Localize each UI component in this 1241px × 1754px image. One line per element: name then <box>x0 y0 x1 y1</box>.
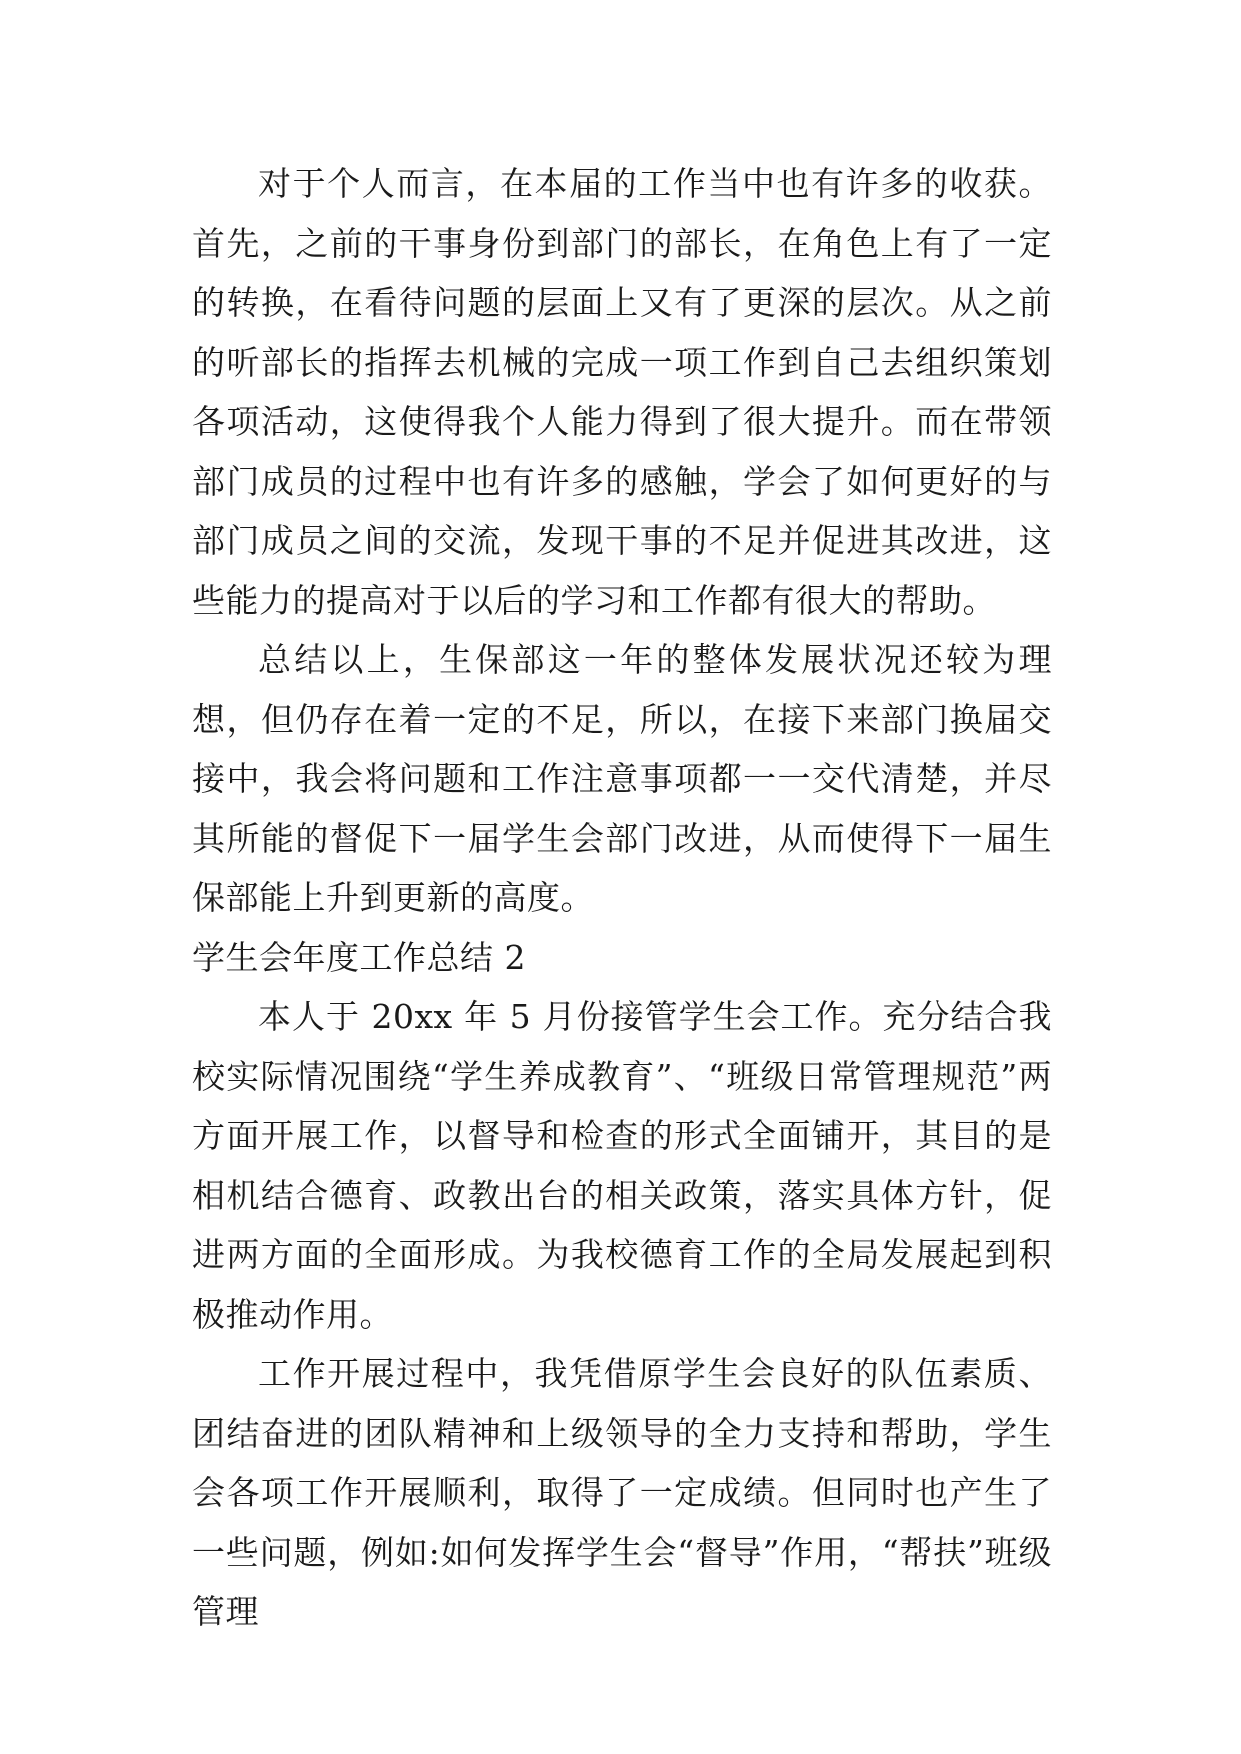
document-body <box>192 154 1052 1642</box>
paragraph-personal-gains: 对于个人而言，在本届的工作当中也有许多的收获。首先，之前的干事身份到部门的部长，在角色上有了一定的转换，在看待问题的层面上又有了更深的层次。从之前的听部长的指挥去机械的完成一项工作到自己去组织策划各项活动，这使得我个人能力得到了很大提升。而在带领部门成员的过程中也有许多的感触，学会了如何更好的与部门成员之间的交流，发现干事的不足并促进其改进，这些能力的提高对于以后的学习和工作都有很大的帮助。 <box>192 164 1052 620</box>
section-heading: 学生会年度工作总结 2 <box>192 937 526 977</box>
paragraph-takeover: 本人于 20xx 年 5 月份接管学生会工作。充分结合我校实际情况围绕“学生养成教育”、“班级日常管理规范”两方面开展工作，以督导和检查的形式全面铺开，其目的是相机结合德育、政教出台的相关政策，落实具体方针，促进两方面的全面形成。为我校德育工作的全局发展起到积极推动作用。 <box>192 997 1052 1334</box>
paragraph-work-process: 工作开展过程中，我凭借原学生会良好的队伍素质、团结奋进的团队精神和上级领导的全力支持和帮助，学生会各项工作开展顺利，取得了一定成绩。但同时也产生了一些问题，例如:如何发挥学生会“督导”作用，“帮扶”班级管理 <box>192 1354 1052 1631</box>
paragraph-summary: 总结以上，生保部这一年的整体发展状况还较为理想，但仍存在着一定的不足，所以，在接下来部门换届交接中，我会将问题和工作注意事项都一一交代清楚，并尽其所能的督促下一届学生会部门改进，从而使得下一届生保部能上升到更新的高度。 <box>192 640 1052 917</box>
